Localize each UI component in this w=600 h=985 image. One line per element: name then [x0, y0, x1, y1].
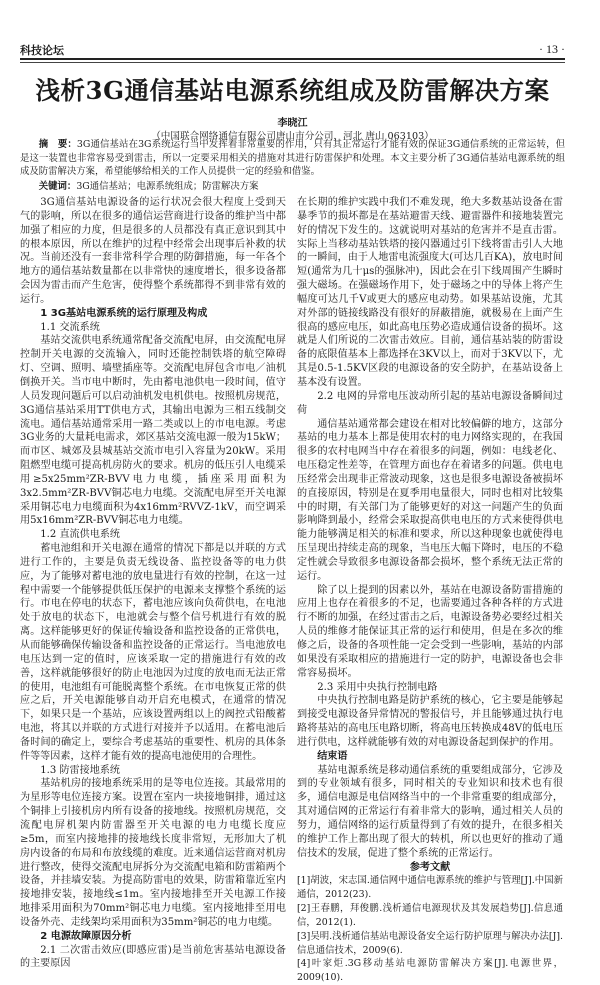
keywords-text: 3G通信基站；电源系统组成；防雷解决方案	[76, 181, 259, 192]
abstract-label: 摘 要：	[38, 139, 77, 150]
paragraph-voltage-fluctuation: 通信基站通常都会建设在相对比较偏僻的地方，这部分基站的电力基本上都是使用农村的电力网络实现的，在我国很多的农村电网当中存在着很多的问题，例如：电线老化、电压稳定性差等，在管理方面也存在着诸多的问题。供电电压经常会出现非正常波动现象，这也是很多电源设备被损坏的直接原因，特别是在夏季用电量很大，同时也相对比较集中的时期，有关部门为了能够更好的对这一问题产生的负面影响降到最小，经常会采取提高供电电压的方式来使得供电能力能够满足相关的标准和要求，所以这种现象也就使得电压呈现出持续走高的现象，当电压大幅下降时，电压的不稳定性就会导致很多电源设备都会损坏，整个系统无法正常的运行。	[297, 418, 563, 582]
header-rule-thick	[20, 58, 565, 60]
abstract	[20, 138, 565, 179]
subsection-heading-2-3: 2.3 采用中央执行控制电路	[317, 681, 438, 693]
subsection-heading-2-2: 2.2 电网的异常电压波动所引起的基站电源设备瞬间过荷	[297, 390, 563, 416]
affiliation: （中国联合网络通信有限公司唐山市分公司，河北 唐山 063103）	[151, 131, 434, 142]
subsection-heading-1-2: 1.2 直流供电系统	[40, 529, 121, 541]
paragraph-induced-lightning: 在长期的维护实践中我们不难发现，绝大多数基站设备在雷暴季节的损坏都是在基站避雷天线、避雷器件和接地装置完好的情况下发生的。这就说明对基站的危害并不是直击雷。实际上当移动基站铁塔的接闪器通过引下线将雷击引人大地的一瞬间，由于人地雷电流强度大(可达几百KA)，放电时间短(通常为几十μs的强脉冲)，因此会在引下线周围产生瞬时强大磁场。在强磁场作用下，处于磁场之中的导体上将产生幅度可达几千V或更大的感应电动势。如果基站设施，尤其对外部的链接线路没有很好的屏蔽措施，就极易在上面产生很高的感应电压，如此高电压势必造成通信设备的损坏。这就是人们所说的二次雷击效应。目前，通信基站装的防雷设备的底限值基本上都选择在3KV以上，而对于3KV以下，尤其是0.5-1.5KV区段的电源设备的安全防护，在基站设备上基本没有设置。	[297, 197, 563, 388]
reference-item: [1]胡波，宋志国.通信网中通信电源系统的维护与管理[J].中国新通信，2012(23).	[297, 875, 563, 901]
page-number: · 13 ·	[539, 42, 565, 56]
section-heading-2: 2 电源故障原因分析	[40, 930, 132, 942]
subsection-heading-1-3: 1.3 防雷接地系统	[40, 764, 121, 776]
header-rule-thin	[20, 62, 565, 63]
keywords-label: 关键词：	[38, 181, 77, 192]
abstract-text: 3G通信基站在3G系统运行当中发挥着非常重要的作用，只有其正常运行才能有效的保证3G通信系统的正常运转，但是这一装置也非常容易受到雷击，所以一定要采用相关的措施对其进行防雷保护和处理。本文主要分析了3G通信基站电源系统的组成及防雷解决方案，希望能够给相关的工作人员提供一定的经验和借鉴。	[20, 139, 565, 178]
article-title: 浅析3G通信基站电源系统组成及防雷解决方案	[35, 76, 550, 105]
conclusion-heading: 结束语	[317, 750, 348, 762]
reference-item: [4]叶家炬.3G移动基站电源防雷解决方案[J].电源世界，2009(10).	[297, 958, 563, 984]
left-column	[20, 196, 286, 971]
paragraph-control-circuit: 中央执行控制电路是防护系统的核心，它主要是能够起到接受电源设备异常情况的警报信号，并且能够通过执行电路将基站的高电压电路切断，将高电压转换成48V的低电压进行供电，这样就能够有效的对电源设备起到保护的作用。	[297, 695, 563, 748]
journal-section: 科技论坛	[20, 44, 64, 57]
intro-paragraph: 3G通信基站电源设备的运行状况会很大程度上受到天气的影响，所以在很多的通信运营商进行设备的维护当中都加强了相应的力度，但是很多的人员都没有真正意识到其中的根本原因，所以在维护的过程中经常会出现事后补救的状况。当前还没有一套非常科学合理的防御措施，每一年各个地方的通信基站数量都在以非常快的速度增长，很多设备都会因为雷击而产生危害，使得整个系统都得不到非常有效的运行。	[20, 197, 286, 305]
references-heading: 参考文献	[409, 861, 451, 873]
section-heading-1: 1 3G基站电源系统的运行原理及构成	[40, 307, 208, 319]
paragraph-dc-system: 蓄电池组和开关电源在通常的情况下都是以并联的方式进行工作的，主要是负责无线设备、监控设备等的电力供应，为了能够对蓄电池的放电量进行有效的控制，在这一过程中需要一个能够提供低压保护的电源来支撑整个系统的运行。市电在停电的状态下，蓄电池应该向负荷供电，在电池处于放电的状态下，电池就会与整个信号机进行有效的脱离。这样能够更好的保证传输设备和监控设备的正常供电，从而能够确保传输设备和监控设备的正常运行。当电池放电电压达到一定的值时，应该采取一定的措施进行有效的改善，这样就能够很好的防止电池因为过度的放电而无法正常的使用，电池组有可能脱离整个系统。在市电恢复正常的供应之后，开关电源能够自动开启充电模式，在通常的情况下，如果只是一个基站，应该设置两组以上的阀控式铅酸蓄电池，将其以并联的方式进行对接并予以适用。在蓄电池后备时间的确定上，要综合考虑基站的重要性、机房的具体条件等等因素，这样才能有效的提高电池使用的合理性。	[20, 543, 286, 762]
paragraph-ac-system: 基站交流供电系统通常配备交流配电屏，由交流配电屏控制开关电源的交流输入，同时还能控制铁塔的航空障碍灯、空调、照明、墙壁插座等。交流配电屏包含市电／油机倒换开关。当市电中断时，先由蓄电池供电一段时间，值守人员发现问题后可以启动油机发电机供电。按照机房规范，3G通信基站采用TT供电方式，其输出电源为三相五线制交流电。通信基站通常采用一路二类或以上的市电电源。考虑3G业务的大量耗电需求，郊区基站交流电源一般为15kW；而市区、城郊及县城基站交流市电引入容量为20kW。采用阻燃型电缆可提高机房防火的要求。机房的低压引人电缆采用≥5x25mm²ZR-BVV电力电缆，插座采用面积为3x2.5mm²ZR-BVV铜芯电力电缆。交流配电屏至开关电源采用铜芯电力电缆面积为4x16mm²RVVZ-1kV，而空调采用5x16mm²ZR-BVV铜芯电力电缆。	[20, 335, 286, 527]
reference-item: [2]王春鹏，拜俊鹏.浅析通信电源现状及其发展趋势[J].信息通信，2012(1).	[297, 903, 563, 928]
reference-item: [3]吴明.浅析通信基站电源设备安全运行防护原理与解决办法[J].信息通信技术，2009(6).	[297, 930, 563, 956]
running-header	[20, 42, 565, 56]
right-column	[297, 196, 563, 985]
paragraph-conclusion: 基站电源系统是移动通信系统的重要组成部分，它涉及到的专业领域有很多，同时相关的专业知识和技术也有很多，通信电源是电信网络当中的一个非常重要的组成部分，其对通信网的正常运行有着非常大的影响，通过相关人员的努力，通信网络的运行质量得到了有效的提升，在很多相关的维护工作上都出现了很大的转机，所以也更好的推动了通信技术的发展，促进了整个系统的正常运行。	[297, 764, 563, 859]
paragraph-grounding: 基站机房的接地系统采用的是等电位连接。其最常用的为星形等电位连接方案。设置在室内一块接地铜排，通过这个铜排上引接机房内所有设备的接地线。按照机房规范，交流配电屏机架内防雷器至开关电源的电力电缆长度应≥5m，而室内接地排的接地线长度非常短，无形加大了机房内设备的布局和布放线缆的难度。近来通信运营商对机房进行整改，使得交流配电屏拆分为交流配电箱和防雷箱两个设备，并挂墙安装。为提高防雷电的效果，防雷箱靠近室内接地排安装，接地线≤1m。室内接地排至开关电源工作接地排采用面积为70mm²铜芯电力电缆。室内接地排至用电设备外壳、走线架均采用面积为35mm²铜芯的电力电缆。	[20, 778, 286, 928]
keywords	[20, 178, 565, 192]
subsection-heading-2-1: 2.1 二次雷击效应(即感应雷)是当前危害基站电源设备的主要原因	[20, 944, 286, 970]
subsection-heading-1-1: 1.1 交流系统	[40, 321, 100, 333]
paragraph-other-factors: 除了以上提到的因素以外，基站在电源设备防雷措施的应用上也存在着很多的不足，也需要通过各种各样的方式进行不断的加强，在经过雷击之后，电源设备势必要经过相关人员的维修才能保证其正常的运行和使用，但是在多次的维修之后，设备的各项性能一定会受到一些影响，基站的内部如果没有采取相应的措施进行一定的防护，电源设备也会非常容易损坏。	[297, 584, 563, 679]
author: 李晓江	[277, 118, 308, 129]
